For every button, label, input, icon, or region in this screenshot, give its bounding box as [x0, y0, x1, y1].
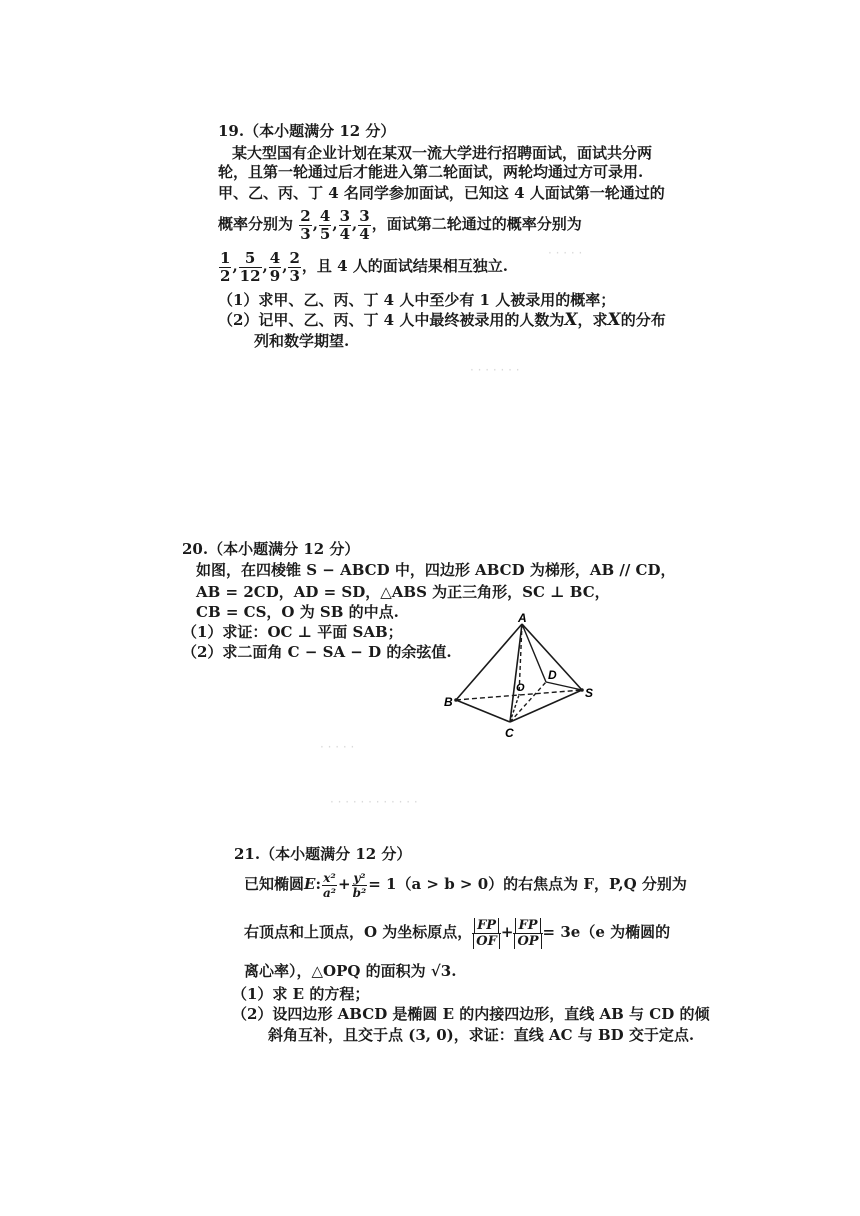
bleed-through-text: · · · · · — [548, 246, 583, 260]
edge-ab — [456, 624, 522, 700]
question-text-ellipse: 已知椭圆E: $\frac{\text{x²}}{\text{a²}}$ + $\frac{\text{y²}}{\text{b²}}$ = 1（a > b > 0）的右焦点为 F，P,Q 分别为 — [244, 870, 687, 900]
bleed-through-text: · · · · · — [320, 740, 355, 754]
bleed-through-text: · · · · · · · — [470, 363, 520, 377]
fraction: $\frac{3}{4}$ — [359, 206, 370, 243]
question-text-with-fractions: 概率分别为 $\frac{2}{3}$ , $\frac{4}{5}$ , $\frac{3}{4}$ , $\frac{3}{4}$ ，面试第二轮通过的概率分别为 — [218, 206, 582, 243]
text-fragment: ，面试第二轮通过的概率分别为 — [371, 215, 582, 233]
question-part-2: （2）设四边形 ABCD 是椭圆 E 的内接四边形，直线 AB 与 CD 的倾 — [232, 1005, 710, 1023]
question-text: 轮，且第一轮通过后才能进入第二轮面试，两轮均通过方可录用. — [218, 163, 644, 181]
label-d: D — [548, 668, 557, 682]
pyramid-figure — [430, 612, 610, 742]
fraction: $\frac{5}{12}$ — [239, 248, 261, 285]
question-header: 19.（本小题满分 12 分） — [218, 122, 396, 140]
vertex-s — [580, 688, 584, 692]
fraction: $\frac{\text{y²}}{\text{b²}}$ — [352, 870, 367, 900]
text-fragment: 概率分别为 — [218, 215, 294, 233]
question-part-1: （1）求甲、乙、丙、丁 4 人中至少有 1 人被录用的概率； — [218, 291, 616, 309]
question-part-2-cont: 列和数学期望. — [254, 332, 350, 350]
question-text-with-fractions: $\frac{1}{2}$ , $\frac{5}{12}$ , $\frac{4}{9}$ , $\frac{2}{3}$ ，且 4 人的面试结果相互独立. — [220, 248, 508, 285]
label-a: A — [518, 612, 527, 625]
question-text: 如图，在四棱锥 S − ABCD 中，四边形 ABCD 为梯形，AB // CD， — [196, 561, 676, 579]
question-text: CB = CS，O 为 SB 的中点. — [196, 603, 399, 621]
fraction: $\frac{4}{9}$ — [269, 248, 281, 285]
abs-fraction: $\frac{FP}{OP}$ — [513, 918, 542, 949]
fraction: $\frac{2}{3}$ — [300, 206, 311, 243]
fraction: $\frac{\text{x²}}{\text{a²}}$ — [323, 870, 337, 900]
question-part-2-cont: 斜角互补，且交于点 (3, 0)，求证：直线 AC 与 BD 交于定点. — [268, 1026, 695, 1044]
vertex-b — [454, 698, 458, 702]
text-fragment: ，且 4 人的面试结果相互独立. — [301, 257, 508, 275]
question-part-2: （2）求二面角 C − SA − D 的余弦值. — [182, 643, 452, 661]
label-c: C — [505, 726, 514, 740]
abs-fraction: $\frac{FP}{OF}$ — [472, 918, 501, 949]
question-header: 20.（本小题满分 12 分） — [182, 540, 360, 558]
question-text-ratio: 右顶点和上顶点，O 为坐标原点， $\frac{FP}{OF}$ + $\frac{FP}{OP}$ = 3e（e 为椭圆的 — [244, 917, 671, 949]
question-part-2: （2）记甲、乙、丙、丁 4 人中最终被录用的人数为X，求X的分布 — [218, 310, 666, 330]
question-part-1: （1）求 E 的方程； — [232, 985, 370, 1003]
question-header: 21.（本小题满分 12 分） — [234, 845, 412, 863]
question-text: 甲、乙、丙、丁 4 名同学参加面试，已知这 4 人面试第一轮通过的 — [218, 184, 665, 202]
edge-bc — [456, 700, 510, 722]
question-part-1: （1）求证：OC ⊥ 平面 SAB； — [182, 623, 403, 641]
label-o: O — [516, 682, 525, 694]
fraction: $\frac{3}{4}$ — [339, 206, 351, 243]
question-text: AB = 2CD，AD = SD，△ABS 为正三角形，SC ⊥ BC， — [196, 583, 610, 601]
question-text: 某大型国有企业计划在某双一流大学进行招聘面试，面试共分两 — [232, 144, 653, 162]
edge-ad — [522, 624, 546, 682]
fraction: $\frac{2}{3}$ — [289, 248, 300, 285]
question-text: 离心率），△OPQ 的面积为 √3. — [244, 962, 457, 980]
label-s: S — [585, 686, 594, 700]
bleed-through-text: · · · · · · · · · · · · — [330, 795, 418, 809]
label-b: B — [444, 695, 453, 709]
fraction: $\frac{4}{5}$ — [319, 206, 331, 243]
fraction: $\frac{1}{2}$ — [220, 248, 231, 285]
